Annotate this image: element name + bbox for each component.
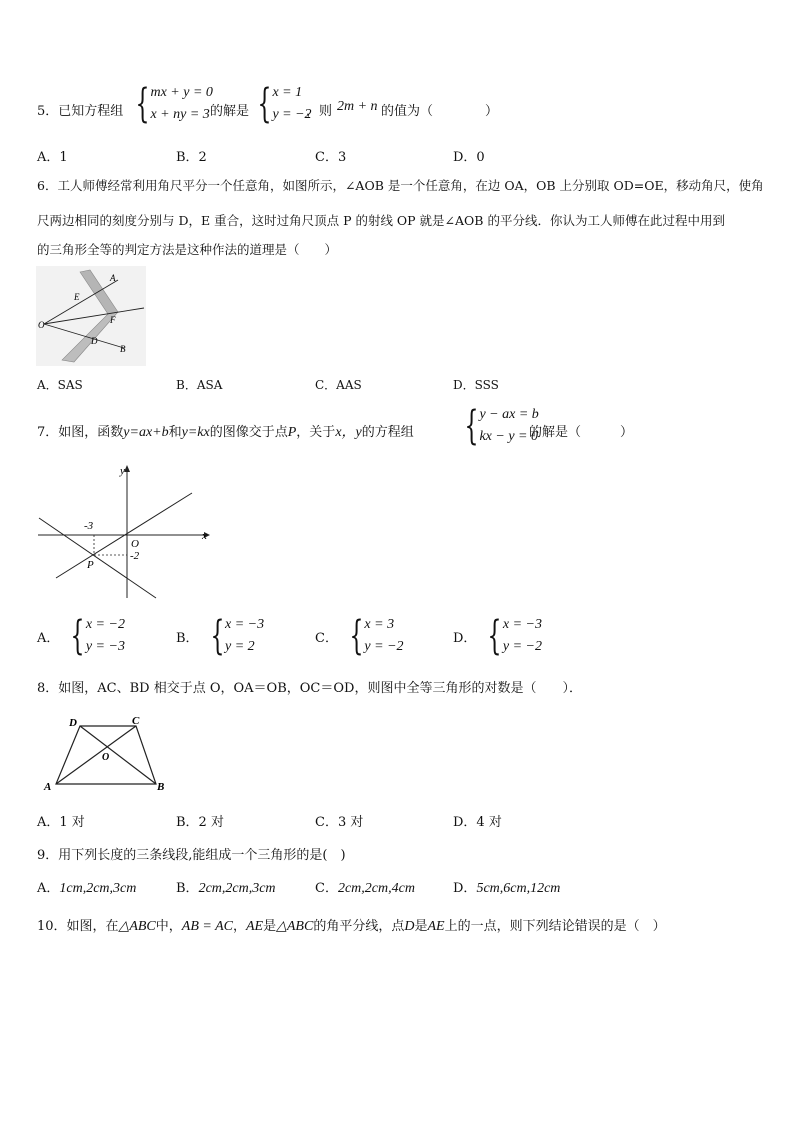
q9-option-c-value: 2cm,2cm,4cm: [337, 881, 415, 896]
q5-number-text: 5．已知方程组: [37, 104, 124, 119]
q7-option-d-letter: D．: [453, 630, 477, 646]
q9-stem: 9．用下列长度的三条线段,能组成一个三角形的是( ): [37, 848, 346, 863]
q7-option-a-letter: A．: [37, 630, 60, 646]
q10-mid3: 是: [263, 919, 277, 934]
q7-f1: y=ax+b: [123, 425, 169, 440]
q7-option-b-eq1: x = −3: [225, 617, 265, 632]
q7-option-a[interactable]: [37, 614, 125, 658]
q10-tail: 上的一点，则下列结论错误的是（ ）: [444, 919, 666, 934]
q7-sys-eq2: kx − y = 0: [479, 429, 538, 444]
q5-tail1: ，则: [306, 104, 333, 119]
q9-option-b-value: 2cm,2cm,3cm: [198, 881, 276, 896]
q7-and: 和: [168, 425, 182, 440]
label-e: E: [74, 292, 80, 302]
q10-ae-2: AE: [427, 919, 445, 934]
q6-option-a[interactable]: A．SAS: [37, 378, 83, 392]
label-o: O: [38, 320, 45, 330]
q8-option-a[interactable]: A．1 对: [37, 815, 85, 830]
q9-option-d-value: 5cm,6cm,12cm: [476, 881, 561, 896]
q10-equation: AB = AC: [181, 919, 233, 934]
q5-expr: 2m + n: [337, 99, 378, 114]
q6-option-b[interactable]: B．ASA: [176, 378, 223, 392]
label-a: A: [44, 781, 52, 793]
y-axis-arrow-icon: [124, 465, 130, 472]
q7-option-c-letter: C．: [315, 630, 338, 646]
label-minus-2: -2: [130, 550, 140, 562]
q5-option-c[interactable]: C．3: [315, 150, 347, 165]
q7-option-b-letter: B．: [176, 630, 199, 646]
q8-trapezoid-figure: [36, 712, 176, 794]
q5-system-2: [246, 82, 312, 126]
q7-p: P: [287, 425, 297, 440]
q8-option-b[interactable]: B．2 对: [176, 815, 224, 830]
q9-option-c[interactable]: [315, 877, 415, 897]
q7-option-d-eq2: y = −2: [502, 639, 542, 654]
q7-sys-eq1: y − ax = b: [479, 407, 539, 422]
q7-option-c[interactable]: [315, 614, 404, 658]
left-brace-icon: {: [210, 613, 225, 659]
label-minus-3: -3: [84, 520, 94, 532]
q7-option-b-eq2: y = 2: [225, 639, 255, 654]
q9-option-c-letter: C．: [315, 881, 338, 896]
q10-ae: AE: [245, 919, 264, 934]
q10-mid5: 是: [414, 919, 428, 934]
q7-tail: 的解是（ ）: [529, 425, 634, 440]
q7-graph-figure: [34, 460, 214, 602]
label-b: B: [120, 344, 126, 354]
q9-option-d-letter: D．: [453, 881, 477, 896]
q10-stem: [37, 915, 666, 935]
left-brace-icon: {: [257, 81, 272, 127]
q6-option-d[interactable]: D．SSS: [453, 378, 499, 392]
q7-option-d[interactable]: [453, 614, 542, 658]
q7-option-c-eq2: y = −2: [364, 639, 404, 654]
q9-option-a-letter: A．: [37, 881, 60, 896]
q7-mid3: 的方程组: [361, 425, 414, 440]
q7-f2: y=kx: [181, 425, 210, 440]
q7-option-a-eq2: y = −3: [85, 639, 125, 654]
label-b: B: [157, 781, 165, 793]
q7-option-a-eq1: x = −2: [85, 617, 125, 632]
q9-option-b[interactable]: [176, 877, 276, 897]
q5-sys2-eq1: x = 1: [272, 85, 303, 100]
q5-mid-text: 的解是: [210, 104, 250, 119]
q7-system: [453, 404, 539, 448]
q7-stem: [37, 421, 414, 441]
q7-lead: 7．如图，函数: [37, 425, 124, 440]
label-o: O: [102, 752, 110, 763]
q5-sys1-eq2: x + ny = 3: [150, 107, 210, 122]
label-y: y: [120, 465, 125, 477]
q6-option-c[interactable]: C．AAS: [315, 378, 362, 392]
left-brace-icon: {: [464, 403, 479, 449]
left-brace-icon: {: [135, 81, 150, 127]
label-x: x: [202, 530, 207, 542]
q10-triangle-1: △ABC: [118, 919, 156, 934]
q7-mid: 的图像交于点: [209, 425, 288, 440]
q5-option-a[interactable]: A．1: [37, 150, 68, 165]
q8-option-d[interactable]: D．4 对: [453, 815, 502, 830]
q7-option-c-eq1: x = 3: [364, 617, 395, 632]
q7-option-b[interactable]: [176, 614, 264, 658]
label-d: D: [69, 717, 77, 729]
left-brace-icon: {: [487, 613, 502, 659]
q6-line-2: 尺两边相同的刻度分别与 D，E 重合，这时过角尺顶点 P 的射线 OP 就是∠AOB 的平分线．你认为工人师傅在此过程中用到: [37, 213, 725, 228]
q6-line-1: 6．工人师傅经常利用角尺平分一个任意角，如图所示，∠AOB 是一个任意角，在边 OA，OB 上分别取 OD=OE，移动角尺，使角: [37, 178, 764, 193]
q6-angle-ruler-figure: [36, 266, 146, 366]
diagonal-bd: [80, 726, 156, 784]
label-c: C: [132, 715, 140, 727]
q8-option-c[interactable]: C．3 对: [315, 815, 364, 830]
q5-option-d[interactable]: D．0: [453, 150, 485, 165]
q8-stem: 8．如图，AC、BD 相交于点 O，OA＝OB，OC＝OD，则图中全等三角形的对数是（ ）．: [37, 681, 582, 696]
q5-tail2: 的值为（ ）: [381, 104, 499, 119]
q10-d: D: [404, 919, 415, 934]
label-f: F: [110, 315, 116, 325]
q9-option-b-letter: B．: [176, 881, 199, 896]
q7-xy: x，y: [335, 425, 362, 440]
q10-lead: 10．如图，在: [37, 919, 119, 934]
left-brace-icon: {: [349, 613, 364, 659]
q10-mid2: ，: [232, 919, 246, 934]
q6-line-3: 的三角形全等的判定方法是这种作法的道理是（ ）: [37, 242, 338, 257]
q5-sys2-eq2: y = −2: [272, 107, 312, 122]
q10-mid4: 的角平分线，点: [313, 919, 405, 934]
q5-sys1-eq1: mx + y = 0: [150, 85, 213, 100]
label-o: O: [131, 538, 139, 550]
q7-option-d-eq1: x = −3: [502, 617, 542, 632]
q5-option-b[interactable]: B．2: [176, 150, 207, 165]
label-p: P: [87, 559, 94, 571]
q9-option-a-value: 1cm,2cm,3cm: [59, 881, 137, 896]
q9-option-d[interactable]: [453, 877, 560, 897]
q7-mid2: ，关于: [296, 425, 336, 440]
q10-mid1: 中，: [155, 919, 182, 934]
q9-option-a[interactable]: [37, 877, 136, 897]
label-a: A: [110, 273, 116, 283]
label-d: D: [91, 336, 98, 346]
q5-system-1: [124, 82, 213, 126]
q10-triangle-2: △ABC: [276, 919, 314, 934]
left-brace-icon: {: [70, 613, 85, 659]
